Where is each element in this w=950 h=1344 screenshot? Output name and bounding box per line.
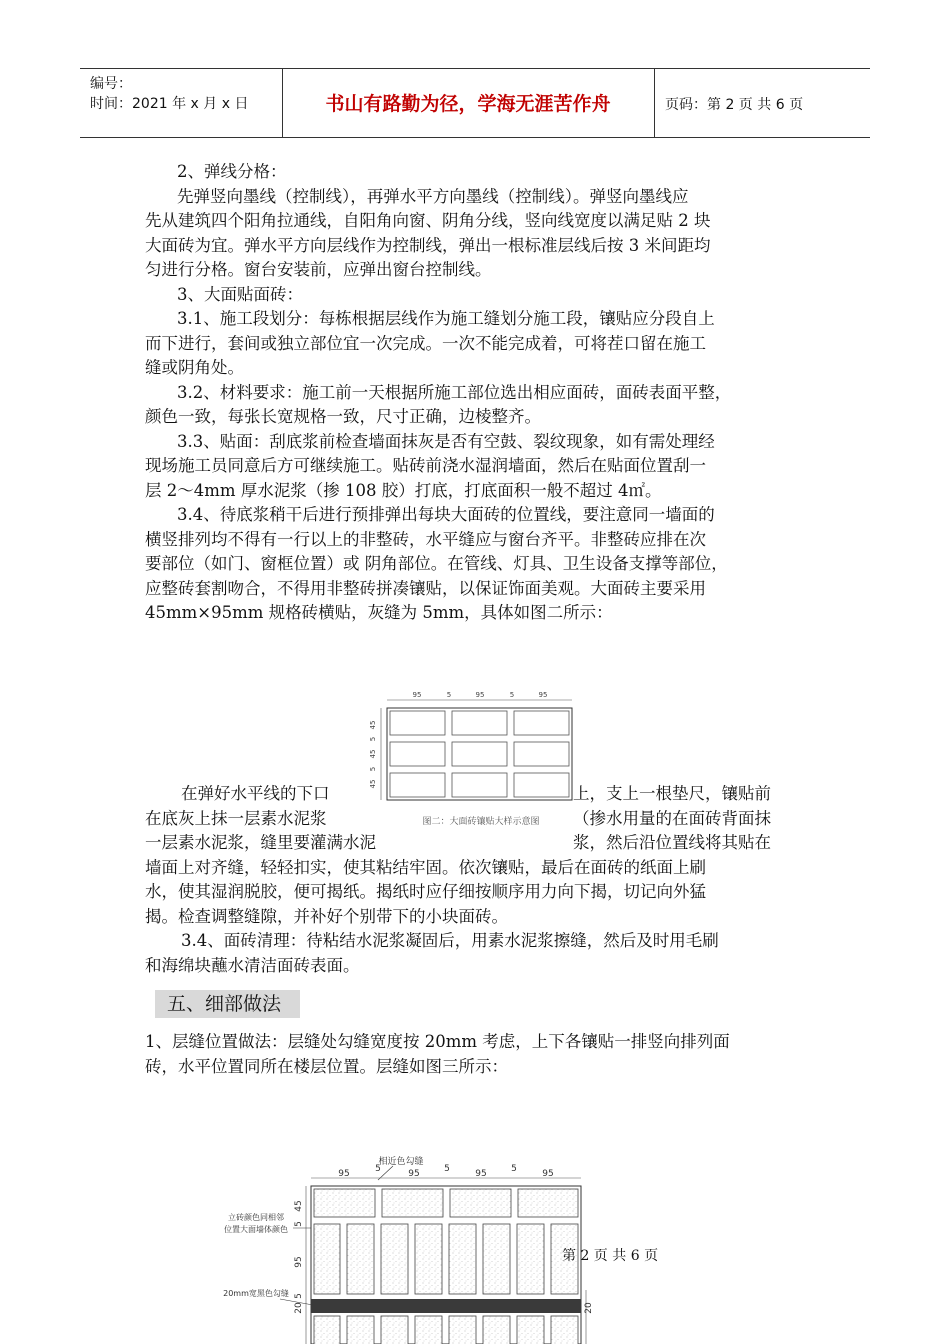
dim-label: 45 — [294, 1200, 304, 1212]
dim-label: 5 — [369, 766, 377, 772]
tile — [518, 1189, 578, 1217]
text-line: 要部位（如门、窗框位置）或 阴角部位。在管线、灯具、卫生设备支撑等部位， — [145, 554, 728, 573]
header-page-info: 页码：第 2 页 共 6 页 — [665, 97, 804, 113]
body-text-3 — [145, 1030, 810, 1079]
tile — [390, 742, 445, 766]
text-line: 45mm×95mm 规格砖横贴，灰缝为 5mm，具体如图二所示： — [145, 603, 613, 622]
text-line: 应整砖套割吻合，不得用非整砖拼凑镶贴，以保证饰面美观。大面砖主要采用 — [145, 578, 706, 598]
text-line: 横竖排列均不得有一行以上的非整砖，水平缝应与窗台齐平。非整砖应排在次 — [145, 529, 706, 549]
dim-label: 5 — [511, 1164, 517, 1174]
tile — [517, 1224, 544, 1294]
tile — [483, 1316, 510, 1344]
tile — [314, 1316, 340, 1344]
text-left: 在弹好水平线的下口 — [181, 784, 330, 803]
tile — [514, 711, 569, 735]
dim-label: 45 — [369, 749, 377, 759]
text-line: 水，使其湿润脱胶，便可揭纸。揭纸时应仔细按顺序用力向下揭，切记向外猛 — [145, 882, 706, 901]
tile — [449, 1224, 476, 1294]
text-right: （掺水用量的在面砖背面抹 — [573, 808, 771, 828]
tile — [551, 1316, 578, 1344]
text-right: 浆，然后沿位置线将其贴在 — [573, 833, 771, 852]
text-line: 2、弹线分格： — [177, 162, 287, 181]
figure-3-floor-joint — [218, 1150, 598, 1344]
tile — [450, 1189, 511, 1217]
dim-label: 95 — [408, 1169, 420, 1179]
text-line: 先从建筑四个阳角拉通线，自阳角向窗、阴角分线，竖向线宽度以满足贴 2 块 — [145, 211, 711, 230]
label-left-1: 立砖颜色同相邻 — [228, 1213, 284, 1222]
header-divider — [654, 69, 655, 137]
tile — [390, 711, 445, 735]
page-footer: 第 2 页 共 6 页 — [562, 1248, 659, 1264]
body-text-1 — [145, 160, 810, 626]
tile — [347, 1316, 374, 1344]
label-joint: 20mm宽黑色勾缝 — [223, 1289, 289, 1298]
tile — [483, 1224, 510, 1294]
tile — [381, 1316, 408, 1344]
text-line: 层 2～4mm 厚水泥浆（掺 108 胶）打底，打底面积一般不超过 4㎡。 — [145, 480, 662, 500]
tile — [449, 1316, 476, 1344]
body-text-2 — [145, 779, 810, 978]
tile — [382, 1189, 443, 1217]
text-line: 3.4、待底浆稍干后进行预排弹出每块大面砖的位置线，要注意同一墙面的 — [177, 505, 715, 524]
dim-label: 95 — [294, 1256, 304, 1268]
text-right: 上，支上一根垫尺，镶贴前 — [573, 784, 771, 803]
dim-label: 5 — [375, 1164, 381, 1174]
text-line: 墙面上对齐缝，轻轻扣实，使其粘结牢固。依次镶贴，最后在面砖的纸面上刷 — [145, 857, 706, 877]
dim-label: 20 — [584, 1302, 594, 1314]
number-label: 编号： — [90, 76, 132, 92]
text-line: 揭。检查调整缝隙，并补好个别带下的小块面砖。 — [145, 906, 508, 926]
tile — [314, 1189, 375, 1217]
dim-label: 95 — [542, 1169, 554, 1179]
text-line: 3.2、材料要求：施工前一天根据所施工部位选出相应面砖，面砖表面平整， — [177, 382, 732, 402]
dim-label: 5 — [294, 1221, 304, 1227]
dim-label: 5 — [294, 1293, 304, 1299]
text-line: 3.4、面砖清理：待粘结水泥浆凝固后，用素水泥浆擦缝，然后及时用毛刷 — [181, 931, 719, 950]
header-meta — [80, 69, 282, 137]
text-line: 3.1、施工段划分：每栋根据层线作为施工缝划分施工段，镶贴应分段自上 — [177, 309, 715, 328]
label-left-2: 位置大面墙体颜色 — [224, 1225, 288, 1234]
section-heading: 五、细部做法 — [155, 990, 300, 1018]
dim-label: 95 — [538, 691, 548, 699]
dim-label: 20 — [294, 1302, 304, 1314]
text-line: 1、层缝位置做法：层缝处勾缝宽度按 20mm 考虑，上下各镶贴一排竖向排列面 — [145, 1032, 730, 1051]
tile — [514, 742, 569, 766]
dim-label: 45 — [369, 720, 377, 730]
text-line-split — [145, 831, 810, 856]
dim-label: 5 — [446, 691, 452, 699]
figure-caption: 图二：大面砖镶贴大样示意图 — [422, 817, 540, 827]
dim-label: 5 — [509, 691, 515, 699]
page-header — [80, 68, 870, 138]
dim-label: 95 — [338, 1169, 350, 1179]
text-line-split — [145, 807, 810, 832]
dim-label: 95 — [475, 691, 485, 699]
text-left: 在底灰上抹一层素水泥浆 — [145, 808, 327, 828]
tile — [347, 1224, 374, 1294]
text-line: 先弹竖向墨线（控制线），再弹水平方向墨线（控制线）。弹竖向墨线应 — [177, 186, 689, 206]
header-motto: 书山有路勤为径，学海无涯苦作舟 — [325, 93, 611, 115]
black-joint-band — [311, 1299, 581, 1313]
dim-label: 5 — [369, 736, 377, 742]
text-line: 3.3、贴面：刮底浆前检查墙面抹灰是否有空鼓、裂纹现象，如有需处理经 — [177, 431, 715, 451]
text-line: 颜色一致，每张长宽规格一致，尺寸正确，边棱整齐。 — [145, 407, 541, 426]
text-line: 匀进行分格。窗台安装前，应弹出窗台控制线。 — [145, 260, 492, 279]
text-line: 缝或阴角处。 — [145, 358, 244, 377]
tile — [517, 1316, 544, 1344]
label-top: 相近色勾缝 — [378, 1157, 424, 1167]
text-line: 大面砖为宜。弹水平方向层线作为控制线，弹出一根标准层线后按 3 米间距均 — [145, 235, 711, 255]
text-line: 和海绵块蘸水清洁面砖表面。 — [145, 955, 360, 975]
text-line: 砖，水平位置同所在楼层位置。层缝如图三所示： — [145, 1056, 508, 1076]
tile — [314, 1224, 340, 1294]
text-line: 3、大面贴面砖： — [177, 284, 303, 304]
text-line: 现场施工员同意后方可继续施工。贴砖前浇水湿润墙面，然后在贴面位置刮一 — [145, 456, 706, 475]
text-line-split — [145, 779, 810, 807]
dim-label: 95 — [475, 1169, 487, 1179]
text-line: 而下进行，套间或独立部位宜一次完成。一次不能完成着，可将茬口留在施工 — [145, 333, 706, 353]
tile — [452, 742, 507, 766]
dim-label: 5 — [444, 1164, 450, 1174]
text-left: 一层素水泥浆，缝里要灌满水泥 — [145, 833, 376, 852]
tile — [415, 1316, 442, 1344]
dim-label: 45 — [369, 779, 377, 789]
tile — [415, 1224, 442, 1294]
tile — [381, 1224, 408, 1294]
time-label: 时间：2021 年 x 月 x 日 — [90, 96, 249, 112]
tile — [452, 711, 507, 735]
dim-label: 95 — [412, 691, 422, 699]
